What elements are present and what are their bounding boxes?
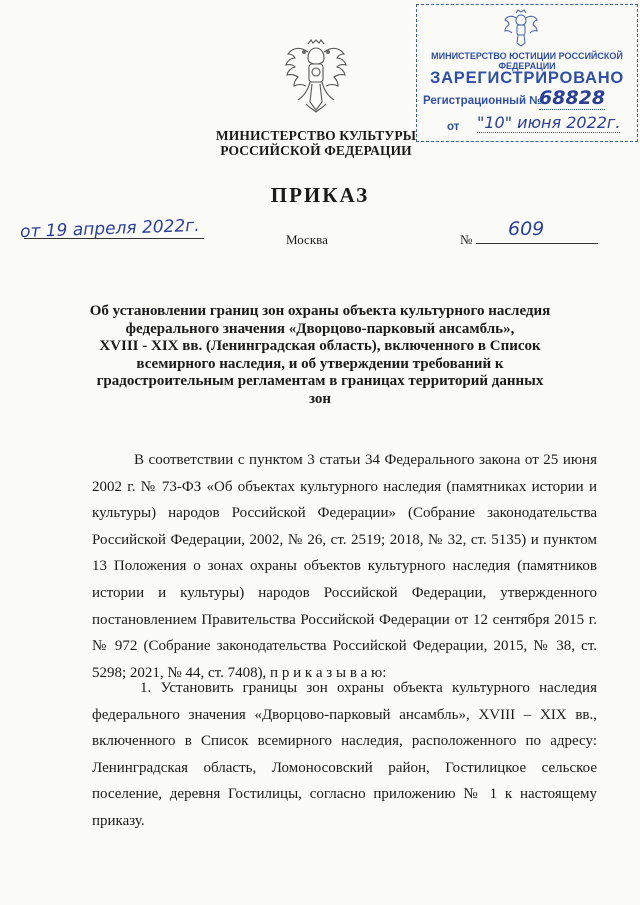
ministry-name-line2: РОССИЙСКОЙ ФЕДЕРАЦИИ	[220, 143, 412, 158]
stamp-registration-label: Регистрационный №	[423, 95, 543, 107]
stamp-ministry: МИНИСТЕРСТВО ЮСТИЦИИ РОССИЙСКОЙ ФЕДЕРАЦИИ	[431, 51, 623, 71]
heading-line3: XVIII - XIX вв. (Ленинградская область), включенного в Список	[99, 338, 541, 355]
ministry-name-line1: МИНИСТЕРСТВО КУЛЬТУРЫ	[215, 128, 417, 143]
date-underline	[24, 238, 204, 239]
stamp-registered-label: ЗАРЕГИСТРИРОВАНО	[429, 69, 625, 87]
document-heading	[84, 303, 556, 409]
order-city: Москва	[286, 232, 328, 247]
handwritten-order-number: 609	[508, 218, 545, 240]
heading-line2: федерального значения «Дворцово-парковый ансамбль»,	[125, 320, 515, 337]
order-number-label: №	[460, 232, 473, 247]
order-title: ПРИКАЗ	[270, 183, 370, 207]
body-paragraph-item-1: 1. Установить границы зон охраны объекта культурного наследия федерального значения «Дворцово-парковый ансамбль», XVIII – XIX вв., включенного в Список всемирного наследия, расположенного по адресу: Ленинградская область, Ломоносовский район, Гостилицкое сельское поселение, деревня Гостилицы, согласно приложению № 1 к настоящему приказу.	[92, 680, 597, 829]
stamp-date: "10" июня 2022г.	[477, 113, 621, 132]
heading-line5: градостроительным регламентам в границах территорий данных зон	[96, 373, 544, 407]
stamp-emblem-icon	[503, 9, 539, 47]
registration-stamp	[416, 4, 638, 142]
handwritten-order-date: от 19 апреля 2022г.	[19, 215, 200, 243]
number-underline	[476, 243, 598, 244]
coat-of-arms-emblem-icon	[282, 38, 350, 116]
body-paragraph-preamble: В соответствии с пунктом 3 статьи 34 Федерального закона от 25 июня 2002 г. № 73-ФЗ «Об объектах культурного наследия (памятниках истории и культуры) народов Российской Федерации» (Собрание законодательства Российской Федерации, 2002, № 26, ст. 2519; 2018, № 32, ст. 5135) и пунктом 13 Положения о зонах охраны объектов культурного наследия (памятников истории и культуры) народов Российской Федерации, утвержденного постановлением Правительства Российской Федерации от 12 сентября 2015 г. № 972 (Собрание законодательства Российской Федерации, 2015, № 38, ст. 5298; 2021, № 44, ст. 7408), п р и к а з ы в а ю:	[92, 452, 597, 681]
heading-line1: Об установлении границ зон охраны объекта культурного наследия	[89, 303, 551, 319]
stamp-date-prefix: от	[447, 121, 460, 133]
stamp-registration-number: 68828	[539, 87, 606, 109]
heading-line4: всемирного наследия, и об утверждении требований к	[136, 355, 504, 372]
